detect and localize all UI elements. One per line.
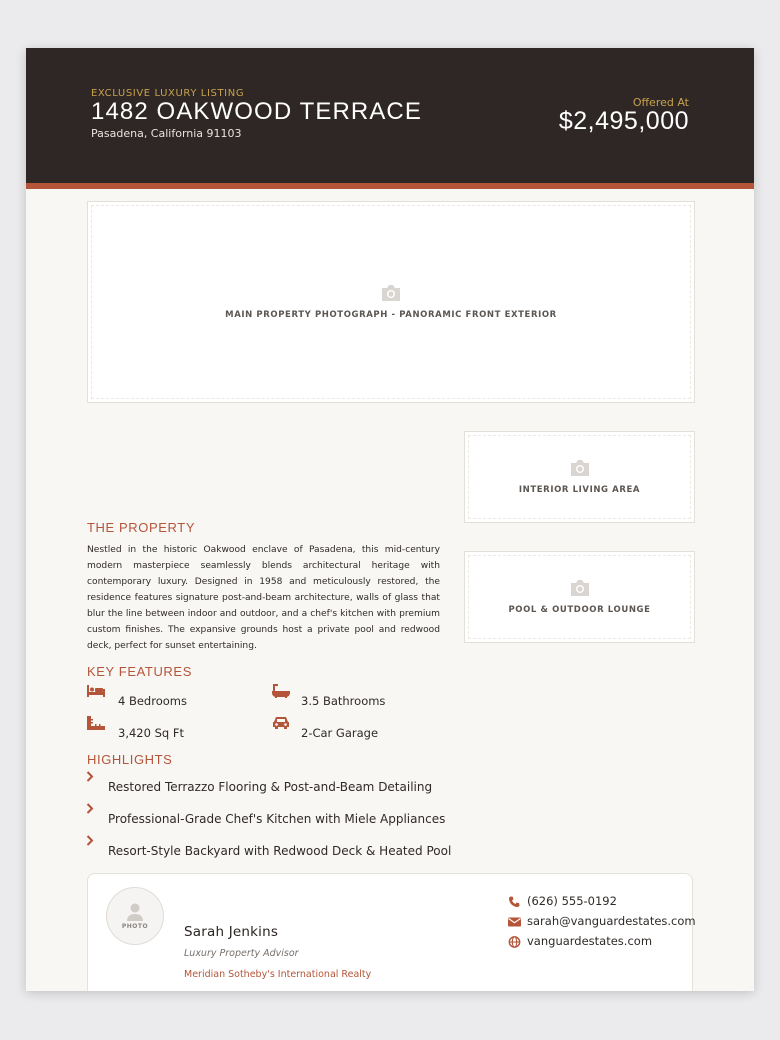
interior-photo-caption: INTERIOR LIVING AREA [518,485,641,495]
person-icon [126,902,144,922]
pool-photo-caption: POOL & OUTDOOR LOUNGE [508,605,651,615]
agent-name: Sarah Jenkins [184,924,279,940]
agent-card [87,873,696,991]
car-icon [272,716,290,730]
chevron-right-icon [86,771,94,782]
agent-phone-text[interactable]: (626) 555-0192 [527,894,617,908]
globe-icon [508,936,521,948]
highlight-item: Resort-Style Backyard with Redwood Deck & Heated Pool [108,844,452,858]
phone-icon [508,896,521,908]
feature-label: 2-Car Garage [301,726,379,740]
camera-icon [380,284,402,302]
camera-icon [569,579,591,597]
feature-label: 3.5 Bathrooms [301,694,386,708]
main-photo-placeholder [87,201,695,403]
agent-agency: Meridian Sotheby's International Realty [184,969,372,980]
agent-role: Luxury Property Advisor [184,948,299,959]
highlights-title: HIGHLIGHTS [87,752,173,767]
listing-price: $2,495,000 [558,107,689,135]
pool-photo-placeholder [464,551,695,643]
feature-label: 4 Bedrooms [118,694,187,708]
bed-icon [87,684,105,698]
listing-eyebrow: EXCLUSIVE LUXURY LISTING [91,88,245,99]
agent-website-text[interactable]: vanguardestates.com [527,934,653,948]
feature-label: 3,420 Sq Ft [118,726,184,740]
highlight-item: Professional-Grade Chef's Kitchen with Miele Appliances [108,812,446,826]
property-section-title: THE PROPERTY [87,520,196,535]
highlight-item: Restored Terrazzo Flooring & Post-and-Beam Detailing [108,780,433,794]
key-features-title: KEY FEATURES [87,664,192,679]
offer-label: Offered At [632,96,689,109]
agent-email-text[interactable]: sarah@vanguardestates.com [527,914,696,928]
property-address: 1482 OAKWOOD TERRACE [91,98,422,125]
camera-icon [569,459,591,477]
header-accent-rule [26,183,754,189]
listing-flyer [26,48,754,991]
property-city: Pasadena, California 91103 [91,127,242,140]
property-description: Nestled in the historic Oakwood enclave of Pasadena, this mid-century modern masterpiece seamlessly blends architectural heritage with contemporary luxury. Designed in 1958 and meticulously restored, the residence features signature post-and-beam architecture, walls of glass that blur the line between indoor and outdoor, and a chef's kitchen with premium custom finishes. The expansive grounds host a private pool and redwood deck, perfect for sunset entertaining. [87,545,440,651]
interior-photo-placeholder [464,431,695,523]
ruler-icon [87,716,105,730]
chevron-right-icon [86,835,94,846]
main-photo-caption: MAIN PROPERTY PHOTOGRAPH - PANORAMIC FRONT EXTERIOR [225,310,557,320]
bath-icon [272,684,290,698]
listing-header [26,48,754,183]
envelope-icon [508,916,521,928]
avatar-placeholder-label: PHOTO [121,923,149,930]
avatar [106,887,164,945]
chevron-right-icon [86,803,94,814]
